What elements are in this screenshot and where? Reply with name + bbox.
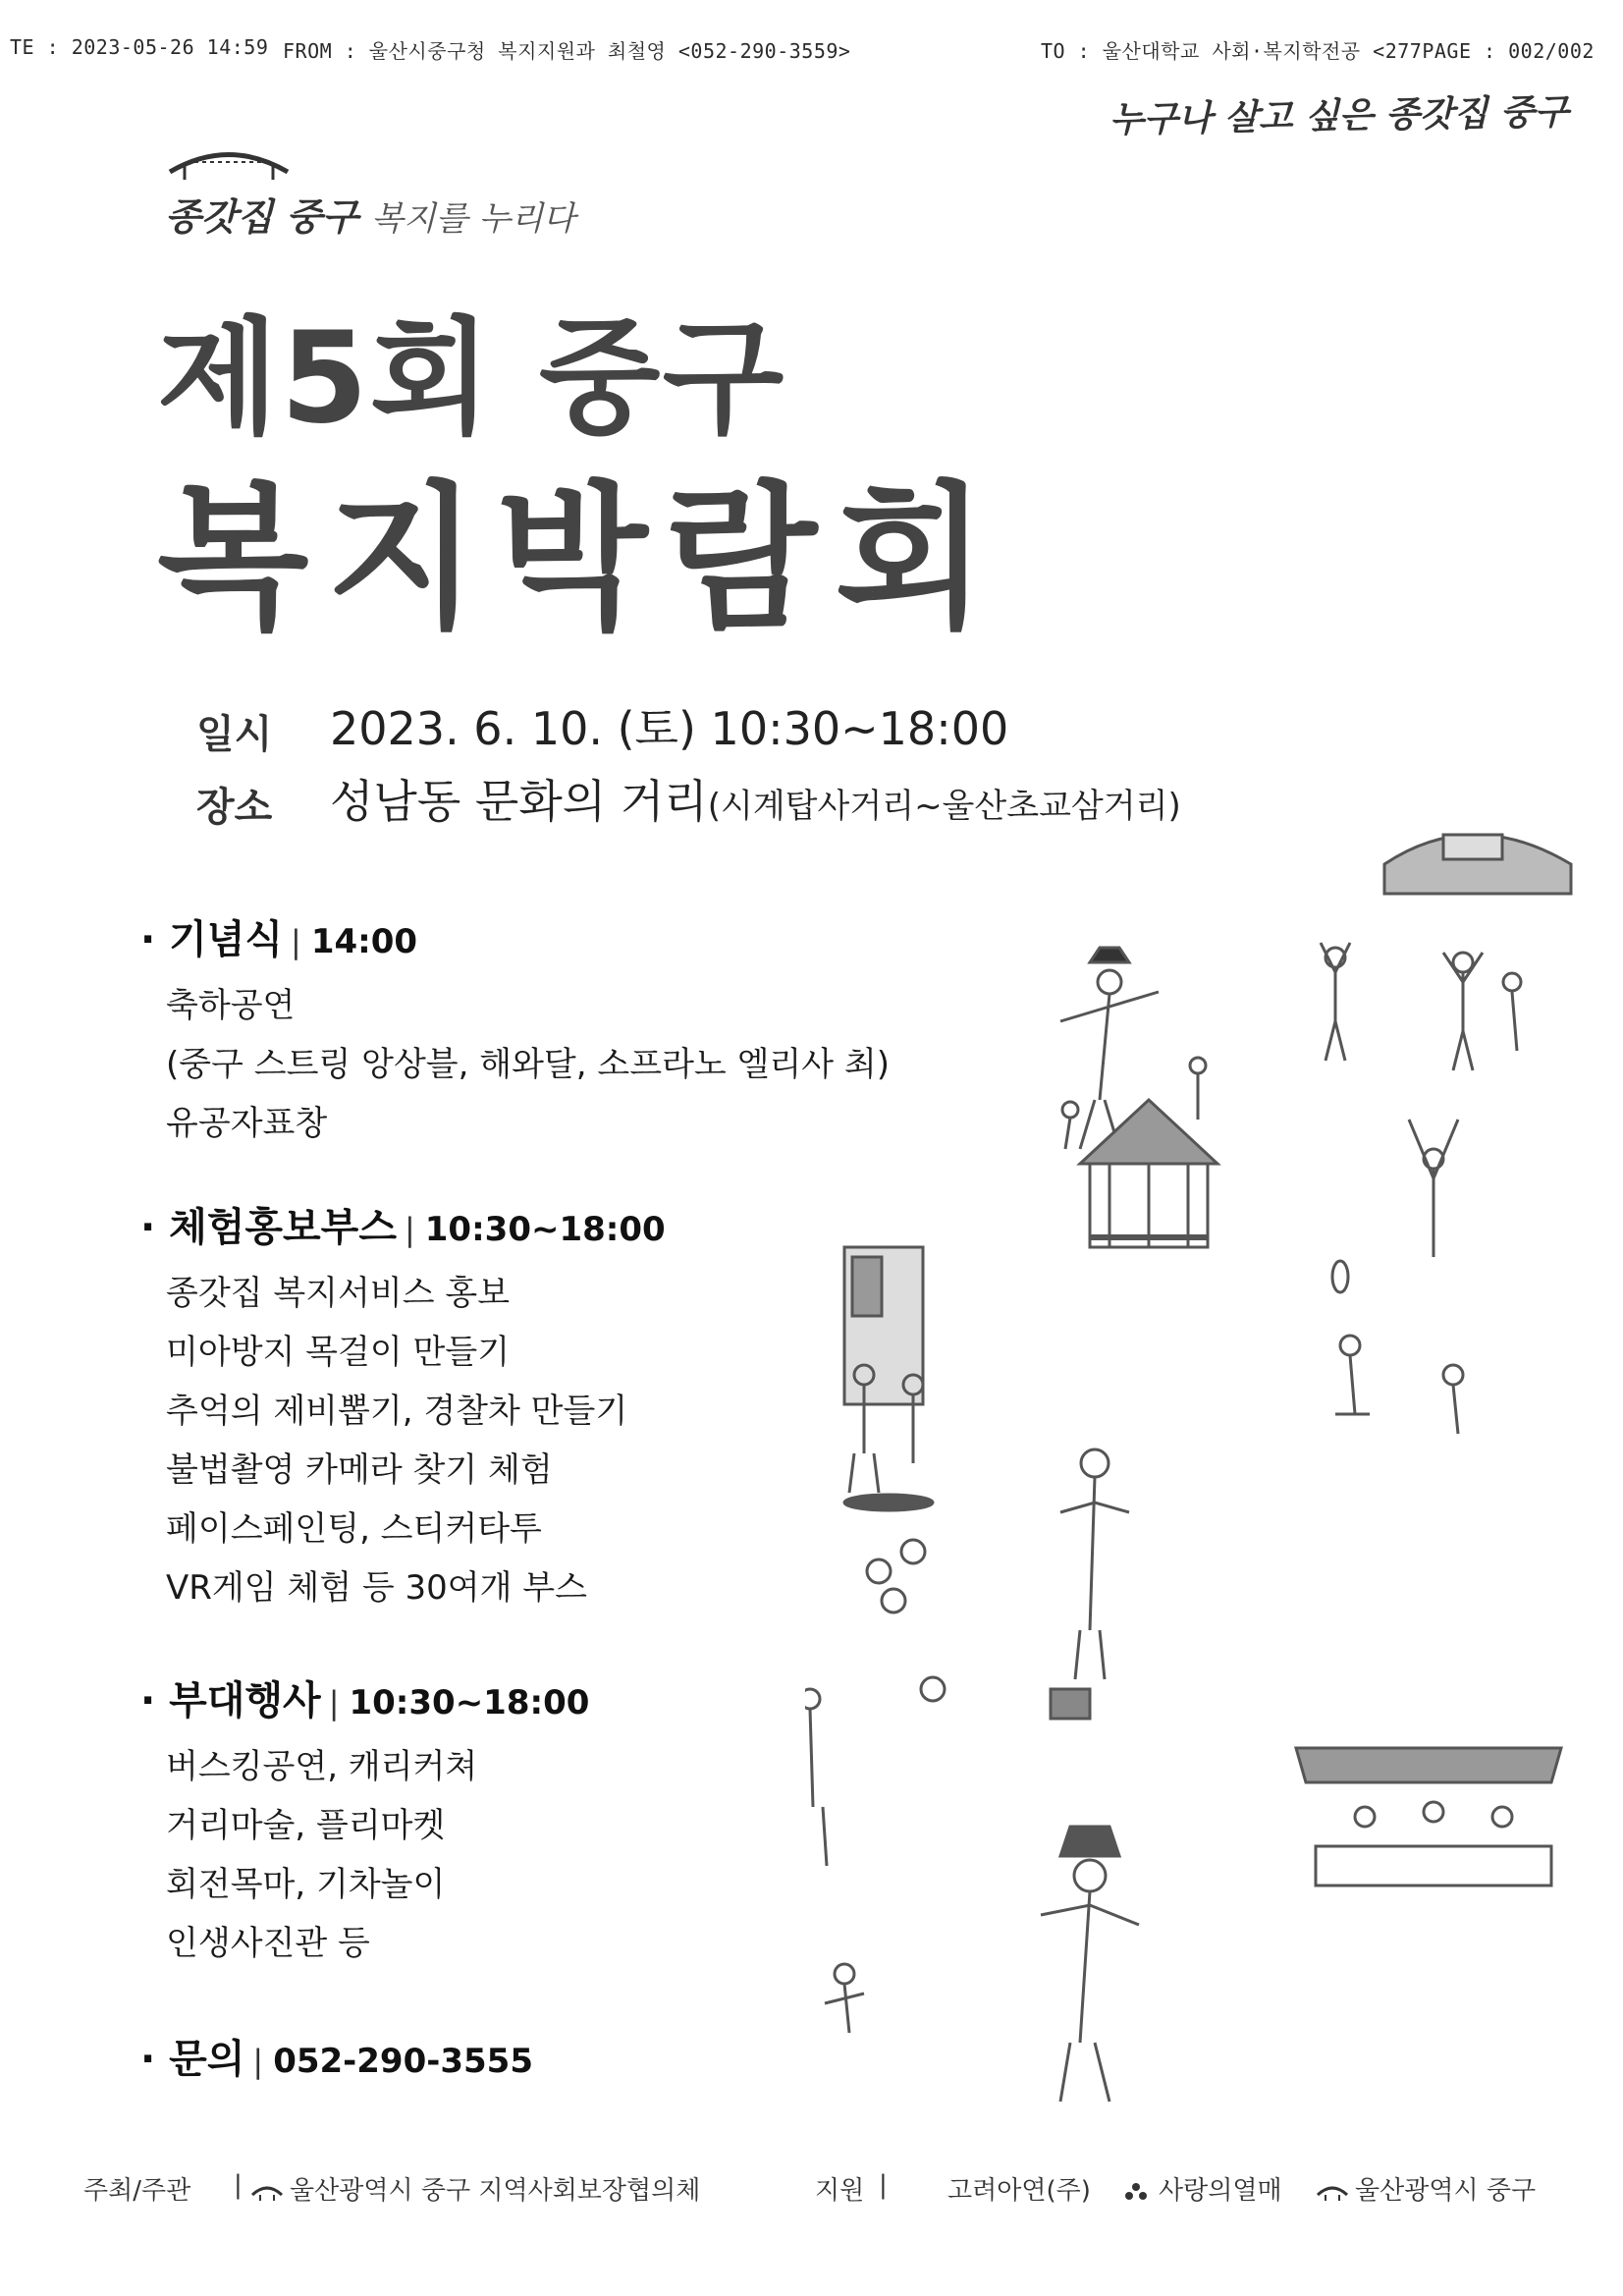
fax-sender: FROM : 울산시중구청 복지지원과 최철영 <052-290-3559> [283, 39, 851, 63]
divider: | [252, 2043, 264, 2080]
event-slogan [165, 187, 575, 241]
contact-phone: 052-290-3555 [273, 2042, 533, 2081]
city-slogan: 누구나 살고 싶은 종갓집 중구 [1109, 90, 1569, 141]
ceremony-title: · 기념식 [140, 917, 284, 962]
juggler-illustration [805, 1540, 945, 1866]
fax-recipient: TO : 울산대학교 사회·복지학전공 <277PAGE : 002/002 [1041, 39, 1595, 63]
market-stall-illustration [1296, 1748, 1561, 1886]
contact-heading [140, 2028, 533, 2084]
list-item: 축하공연 [166, 986, 296, 1025]
side-event-title: · 부대행사 [140, 1678, 321, 1723]
tall-magician-illustration [1051, 1449, 1129, 1719]
list-item: 거리마술, 플리마켓 [166, 1806, 446, 1845]
footer [0, 2170, 1623, 2229]
carousel-illustration [1080, 1100, 1217, 1247]
side-event-time: 10:30~18:00 [349, 1683, 590, 1722]
ceremony-time: 14:00 [310, 922, 418, 961]
list-item: 회전목마, 기차놀이 [166, 1865, 446, 1904]
venue-note: (시계탑사거리~울산초교삼거리) [707, 787, 1181, 826]
tent-illustration [1384, 835, 1571, 894]
list-item: 종갓집 복지서비스 홍보 [166, 1274, 511, 1313]
list-item: 인생사진관 등 [166, 1924, 370, 1963]
contact-title: · 문의 [140, 2037, 245, 2082]
footer-divider: | [879, 2170, 888, 2200]
event-title-line1: 제5회 중구 [157, 305, 786, 452]
date-value: 2023. 6. 10. (토) 10:30~18:00 [330, 702, 1009, 755]
booth-time: 10:30~18:00 [424, 1210, 666, 1249]
venue-label: 장소 [196, 785, 273, 830]
sponsor-1: 고려아연(주) [947, 2176, 1091, 2206]
divider: | [328, 1684, 340, 1722]
list-item: 버스킹공연, 캐리커쳐 [166, 1747, 478, 1786]
list-item: 불법촬영 카메라 찾기 체험 [166, 1450, 553, 1490]
event-title-line2: 복지박람회 [157, 466, 1004, 650]
venue-value: 성남동 문화의 거리 [330, 775, 708, 828]
list-item: VR게임 체험 등 30여개 부스 [166, 1568, 587, 1608]
fruit-of-love-logo-icon [1119, 2181, 1153, 2203]
host-name: 울산광역시 중구 지역사회보장협의체 [290, 2176, 701, 2206]
host-label: 주최/주관 [83, 2176, 191, 2206]
photo-booth-illustration [844, 1247, 933, 1510]
jung-gu-logo-icon [250, 2181, 284, 2203]
badminton-illustration [1332, 1261, 1463, 1434]
ceremony-section [140, 908, 890, 1153]
fax-timestamp: TE : 2023-05-26 14:59 [10, 35, 269, 59]
side-event-section [140, 1669, 589, 1973]
host-org [250, 2170, 700, 2207]
sponsor-2: 사랑의열매 [1159, 2176, 1282, 2206]
contact-section [140, 2028, 533, 2084]
sponsor-3: 울산광역시 중구 [1355, 2176, 1537, 2206]
waving-person-illustration [1409, 1120, 1458, 1257]
jung-gu-logo-icon [1316, 2181, 1349, 2203]
side-event-heading [140, 1669, 589, 1725]
slogan-brand: 종갓집 중구 [165, 194, 358, 239]
slogan-text: 복지를 누리다 [371, 199, 575, 239]
booth-heading [140, 1196, 666, 1252]
list-item: 미아방지 목걸이 만들기 [166, 1333, 511, 1372]
footer-divider: | [234, 2170, 243, 2200]
festival-illustrations [805, 825, 1591, 2151]
caricature-man-illustration [1041, 1827, 1139, 2102]
list-item: 추억의 제비뽑기, 경찰차 만들기 [166, 1392, 628, 1431]
list-item: 유공자표창 [166, 1104, 328, 1143]
list-item: (중구 스트링 앙상블, 해와달, 소프라노 엘리사 최) [166, 1045, 891, 1084]
sponsor-3-group [1316, 2170, 1536, 2207]
date-label: 일시 [196, 712, 273, 757]
sponsor-2-group [1119, 2170, 1282, 2207]
dancing-people-illustration [1321, 943, 1521, 1070]
divider: | [404, 1211, 415, 1248]
booth-section [140, 1196, 666, 1617]
running-child-illustration [825, 1964, 864, 2033]
list-item: 페이스페인팅, 스티커타투 [166, 1509, 542, 1549]
venue-value-group [330, 766, 1181, 831]
divider: | [291, 923, 301, 960]
booth-title: · 체험홍보부스 [140, 1205, 397, 1250]
hanok-roof-icon [165, 142, 293, 182]
ceremony-heading [140, 908, 890, 964]
support-label: 지원 [815, 2176, 865, 2206]
